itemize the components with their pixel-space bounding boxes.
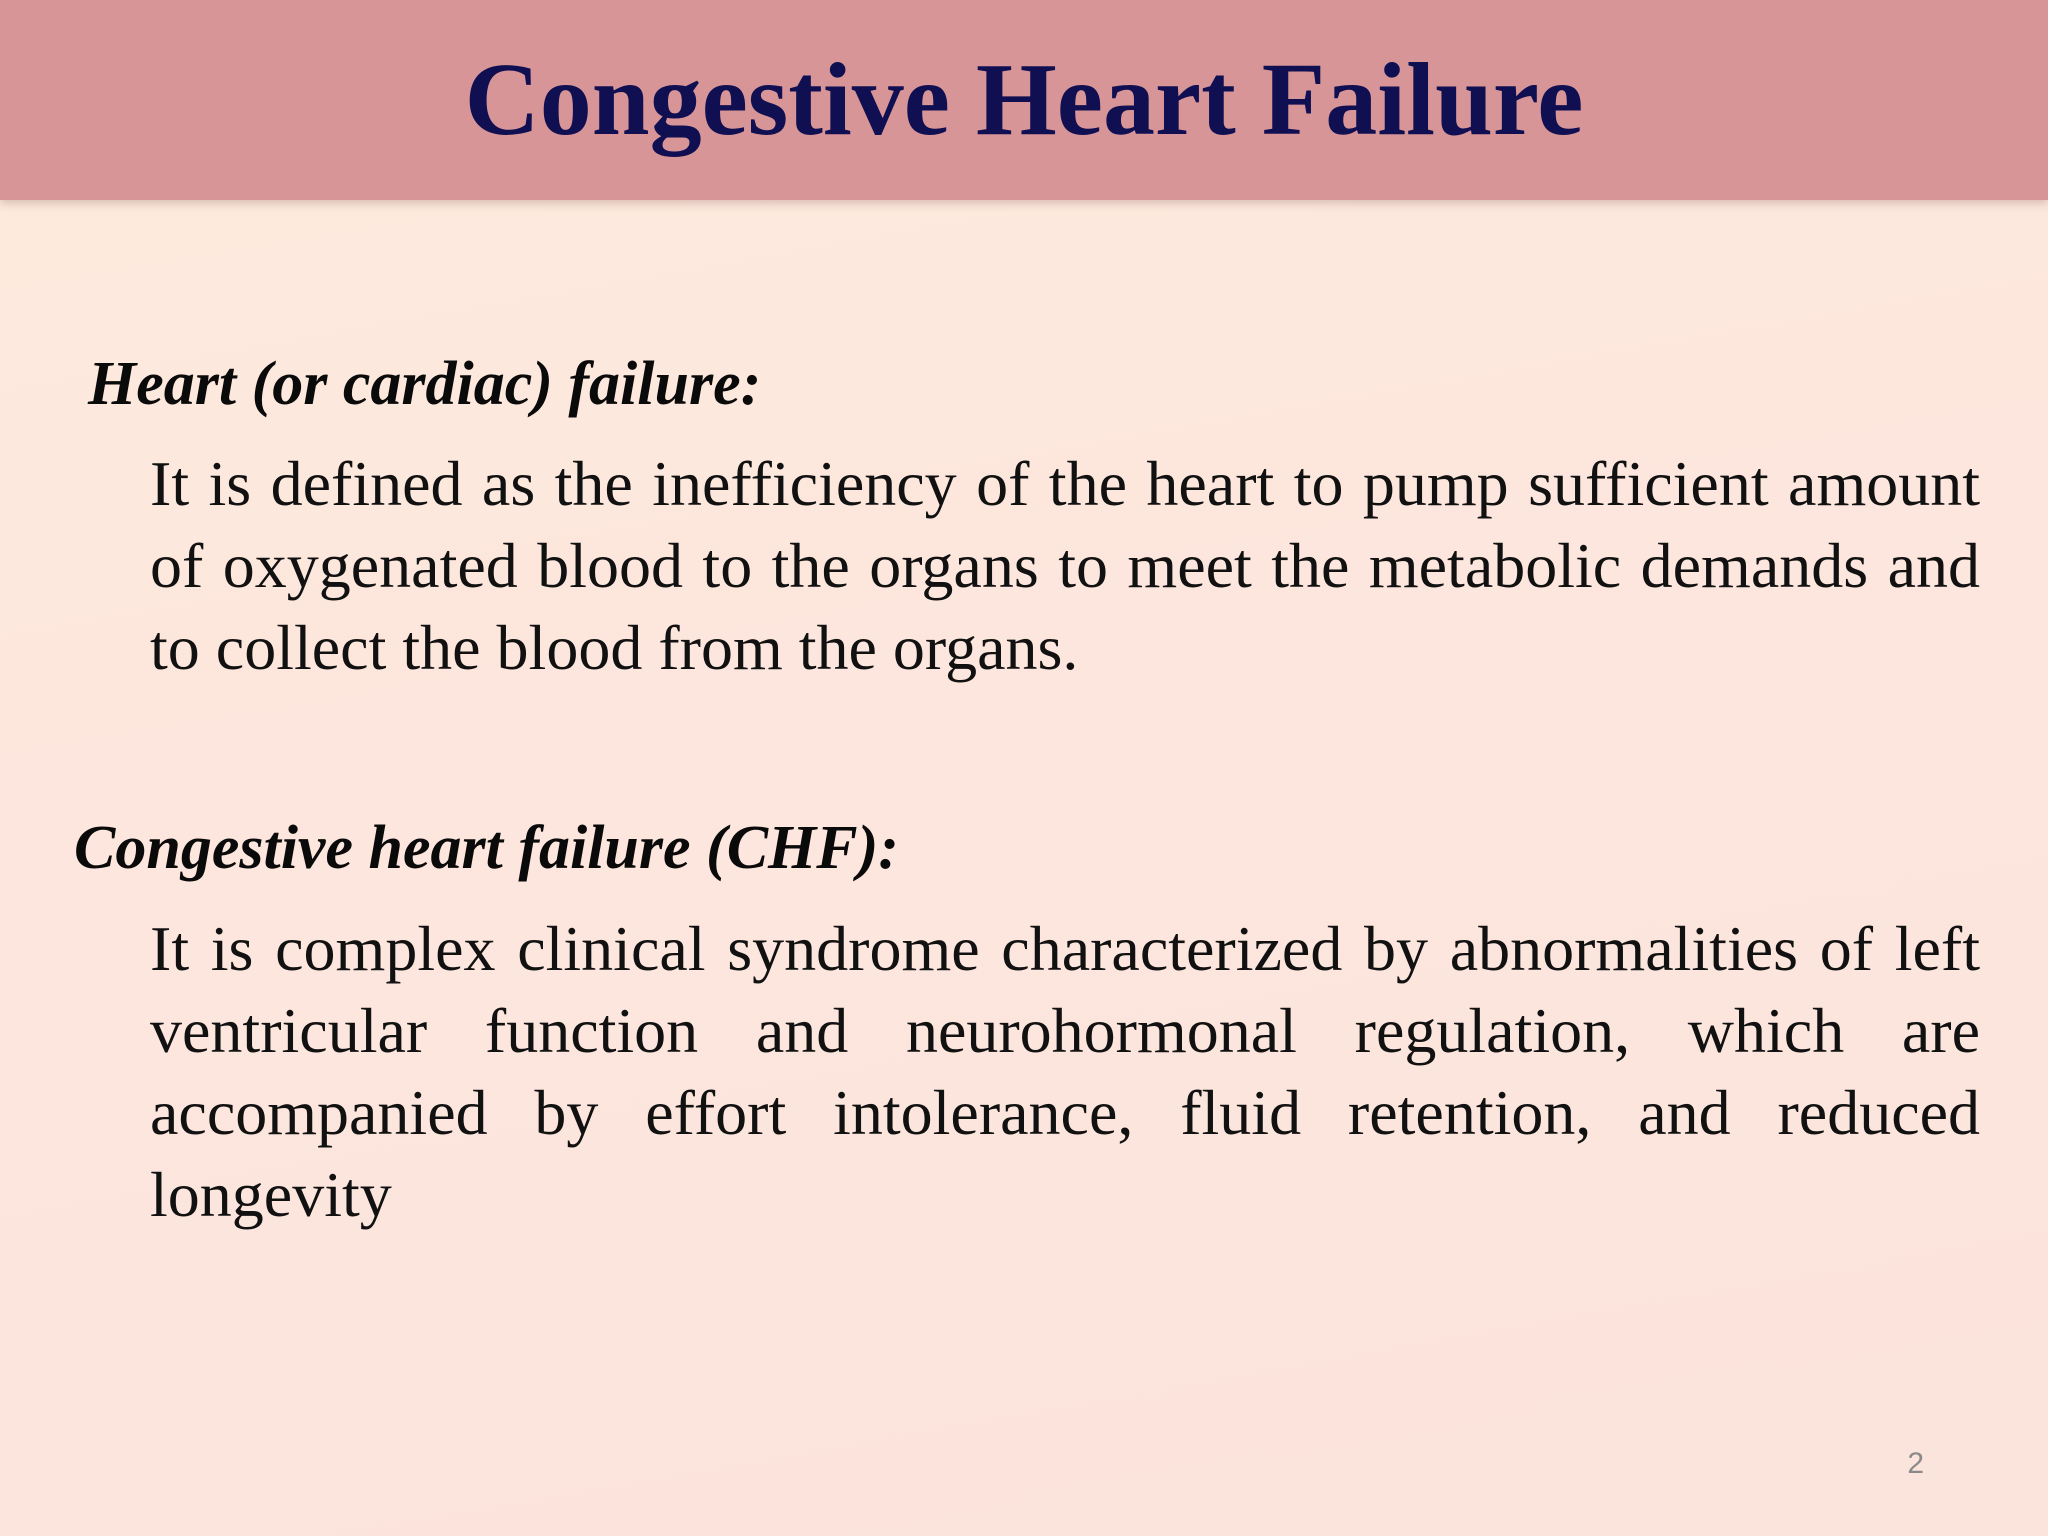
slide-title: Congestive Heart Failure bbox=[464, 42, 1584, 157]
section-heading-heart-failure: Heart (or cardiac) failure: bbox=[88, 350, 762, 418]
page-number: 2 bbox=[1907, 1447, 1924, 1480]
section-text-chf: It is complex clinical syndrome characterized by abnormalities of left ventricular function and neurohormonal regulation, which are accompanied by effort intolerance, fluid retention, and reduced longevity bbox=[150, 913, 1980, 1230]
section-text-heart-failure: It is defined as the inefficiency of the heart to pump sufficient amount of oxygenated blood to the organs to meet the metabolic demands and to collect the blood from the organs. bbox=[150, 448, 1980, 683]
section-heading-chf: Congestive heart failure (CHF): bbox=[74, 814, 899, 882]
title-bar bbox=[0, 0, 2048, 200]
